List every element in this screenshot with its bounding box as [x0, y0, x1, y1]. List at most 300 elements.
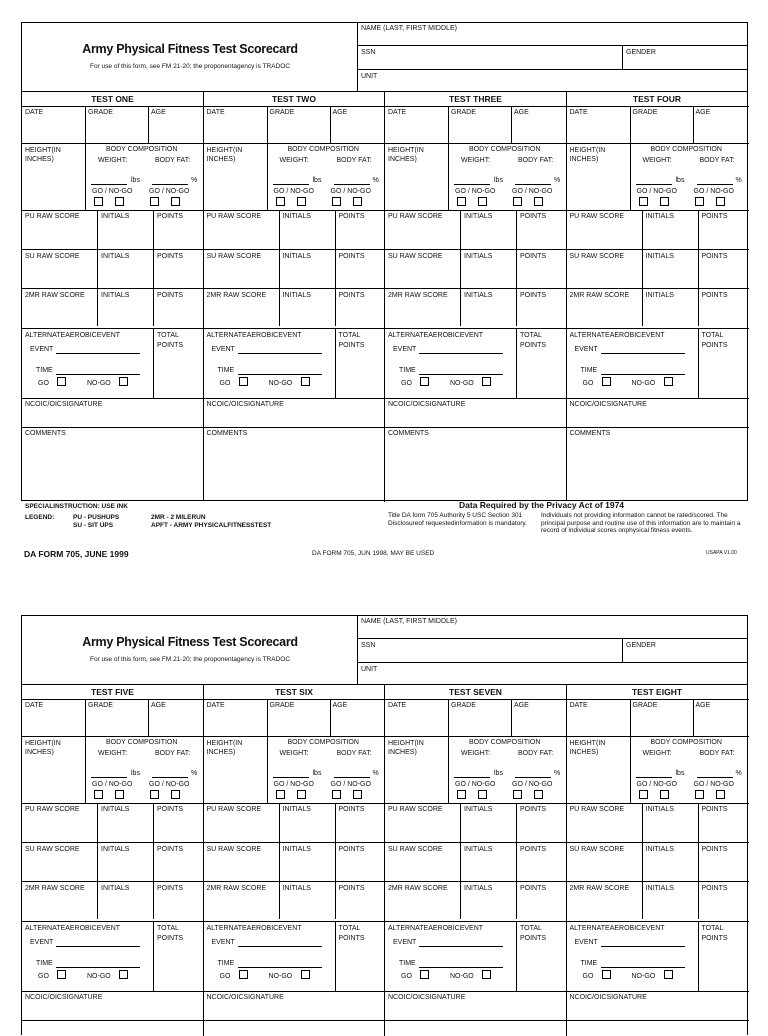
bodyfat-go-checkbox[interactable]	[513, 790, 522, 799]
weight-go-nogo-label: GO / NO-GO	[636, 781, 677, 788]
go-label: GO	[582, 973, 594, 980]
date-field[interactable]: DATE	[569, 109, 588, 116]
weight-line[interactable]	[91, 777, 127, 778]
total-points-field[interactable]: POINTS	[701, 935, 728, 942]
cell-divider	[148, 699, 149, 736]
lbs-label: lbs	[675, 770, 685, 777]
alt-nogo-checkbox[interactable]	[301, 970, 310, 979]
weight-line[interactable]	[91, 184, 127, 185]
alt-go-checkbox[interactable]	[420, 377, 429, 386]
pu-raw-score-field[interactable]: PU RAW SCORE	[388, 806, 443, 813]
event-line[interactable]	[419, 353, 503, 354]
pu-raw-score-field[interactable]: PU RAW SCORE	[206, 213, 262, 220]
weight-line[interactable]	[273, 184, 309, 185]
points-field[interactable]: POINTS	[520, 846, 547, 853]
time-line[interactable]	[419, 374, 503, 375]
date-field[interactable]: DATE	[206, 702, 225, 709]
date-field[interactable]: DATE	[25, 702, 44, 709]
initials-field[interactable]: INITIALS	[464, 213, 493, 220]
row-line	[204, 106, 386, 107]
su-raw-score-field[interactable]: SU RAW SCORE	[25, 253, 80, 260]
ncoic-signature-field[interactable]: NCOIC/OICSIGNATURE	[569, 401, 647, 408]
initials-field[interactable]: INITIALS	[282, 806, 311, 813]
bodyfat-nogo-checkbox[interactable]	[171, 197, 180, 206]
cell-divider	[85, 143, 86, 210]
points-field[interactable]: POINTS	[701, 213, 728, 220]
test-column	[567, 685, 749, 1036]
su-raw-score-field[interactable]: SU RAW SCORE	[25, 846, 80, 853]
alt-go-checkbox[interactable]	[239, 377, 248, 386]
alt-go-checkbox[interactable]	[602, 970, 611, 979]
initials-field[interactable]: INITIALS	[464, 292, 493, 299]
form-title: Army Physical Fitness Test Scorecard	[82, 635, 298, 649]
date-field[interactable]: DATE	[569, 702, 588, 709]
initials-field[interactable]: INITIALS	[282, 846, 311, 853]
total-points-field[interactable]: POINTS	[701, 342, 728, 349]
time-label: TIME	[217, 367, 235, 374]
ncoic-signature-field[interactable]: NCOIC/OICSIGNATURE	[388, 994, 466, 1001]
cell-divider	[335, 803, 336, 842]
bodyfat-line[interactable]	[152, 184, 188, 185]
comments-field[interactable]: COMMENTS	[206, 430, 248, 437]
initials-field[interactable]: INITIALS	[464, 806, 493, 813]
points-field[interactable]: POINTS	[157, 253, 184, 260]
body-fat-label: BODY FAT:	[155, 157, 191, 164]
event-line[interactable]	[238, 946, 322, 947]
alt-go-checkbox[interactable]	[420, 970, 429, 979]
weight-nogo-checkbox[interactable]	[660, 197, 669, 206]
grade-field[interactable]: GRADE	[632, 702, 658, 709]
cell-divider	[516, 921, 517, 991]
bodyfat-go-checkbox[interactable]	[150, 790, 159, 799]
row-line	[385, 736, 567, 737]
weight-nogo-checkbox[interactable]	[115, 790, 124, 799]
body-composition-label: BODY COMPOSITION	[287, 146, 359, 153]
weight-go-checkbox[interactable]	[94, 197, 103, 206]
bodyfat-line[interactable]	[697, 184, 733, 185]
2mr-raw-score-field[interactable]: 2MR RAW SCORE	[206, 292, 267, 299]
cell-divider	[85, 699, 86, 736]
2mr-raw-score-field[interactable]: 2MR RAW SCORE	[25, 885, 85, 892]
points-field[interactable]: POINTS	[338, 806, 365, 813]
event-label: EVENT	[393, 346, 417, 353]
go-label: GO	[219, 380, 231, 387]
event-label: EVENT	[30, 346, 54, 353]
points-field[interactable]: POINTS	[338, 292, 365, 299]
lbs-label: lbs	[131, 770, 140, 777]
age-field[interactable]: AGE	[514, 109, 529, 116]
age-field[interactable]: AGE	[695, 109, 711, 116]
su-raw-score-field[interactable]: SU RAW SCORE	[206, 253, 262, 260]
time-line[interactable]	[238, 374, 322, 375]
row-line	[204, 842, 386, 843]
bodyfat-line[interactable]	[515, 184, 551, 185]
height-field[interactable]: HEIGHT(IN INCHES)	[388, 740, 424, 756]
total-label: TOTAL	[338, 925, 361, 932]
points-field[interactable]: POINTS	[157, 885, 184, 892]
row-line	[22, 736, 204, 737]
initials-field[interactable]: INITIALS	[282, 292, 311, 299]
weight-nogo-checkbox[interactable]	[115, 197, 124, 206]
points-field[interactable]: POINTS	[157, 846, 184, 853]
time-line[interactable]	[56, 374, 140, 375]
nogo-label: NO-GO	[450, 973, 474, 980]
event-line[interactable]	[601, 946, 685, 947]
total-points-field[interactable]: POINTS	[520, 342, 547, 349]
points-field[interactable]: POINTS	[520, 253, 547, 260]
ncoic-signature-field[interactable]: NCOIC/OICSIGNATURE	[25, 994, 103, 1001]
lbs-label: lbs	[312, 770, 322, 777]
ncoic-signature-field[interactable]: NCOIC/OICSIGNATURE	[206, 401, 284, 408]
comments-field[interactable]: COMMENTS	[569, 430, 611, 437]
total-points-field[interactable]: POINTS	[157, 342, 184, 349]
percent-label: %	[372, 770, 379, 777]
row-line	[385, 427, 567, 428]
total-label: TOTAL	[520, 925, 542, 932]
row-line	[22, 427, 204, 428]
points-field[interactable]: POINTS	[701, 253, 728, 260]
row-line	[204, 699, 386, 700]
weight-label: WEIGHT:	[461, 157, 491, 164]
ncoic-signature-field[interactable]: NCOIC/OICSIGNATURE	[25, 401, 103, 408]
height-field[interactable]: HEIGHT(IN INCHES)	[25, 740, 61, 756]
height-field[interactable]: HEIGHT(IN INCHES)	[25, 147, 61, 163]
row-line	[567, 328, 749, 329]
initials-field[interactable]: INITIALS	[101, 806, 130, 813]
bodyfat-line[interactable]	[697, 777, 733, 778]
height-field[interactable]: HEIGHT(IN INCHES)	[569, 740, 606, 756]
weight-line[interactable]	[636, 184, 672, 185]
date-field[interactable]: DATE	[206, 109, 225, 116]
ssn-field[interactable]: SSN	[361, 49, 376, 56]
name-field[interactable]: NAME (LAST, FIRST MIDDLE)	[361, 25, 457, 32]
cell-divider	[516, 882, 517, 919]
points-field[interactable]: POINTS	[520, 885, 547, 892]
initials-field[interactable]: INITIALS	[101, 846, 130, 853]
height-field[interactable]: HEIGHT(IN INCHES)	[206, 740, 243, 756]
initials-field[interactable]: INITIALS	[101, 253, 130, 260]
weight-nogo-checkbox[interactable]	[660, 790, 669, 799]
weight-nogo-checkbox[interactable]	[297, 197, 306, 206]
date-field[interactable]: DATE	[388, 702, 407, 709]
row-line	[385, 328, 567, 329]
2mr-raw-score-field[interactable]: 2MR RAW SCORE	[206, 885, 267, 892]
alt-nogo-checkbox[interactable]	[664, 377, 673, 386]
alternate-event-label: ALTERNATEAEROBICEVENT	[206, 332, 302, 339]
initials-field[interactable]: INITIALS	[101, 213, 130, 220]
weight-nogo-checkbox[interactable]	[297, 790, 306, 799]
event-label: EVENT	[574, 939, 598, 946]
bodyfat-nogo-checkbox[interactable]	[534, 197, 543, 206]
weight-line[interactable]	[454, 184, 490, 185]
test-header: TEST SEVEN	[449, 687, 502, 697]
cell-divider	[97, 210, 98, 249]
pu-raw-score-field[interactable]: PU RAW SCORE	[206, 806, 262, 813]
su-raw-score-field[interactable]: SU RAW SCORE	[206, 846, 262, 853]
date-field[interactable]: DATE	[388, 109, 407, 116]
nogo-label: NO-GO	[631, 973, 656, 980]
weight-line[interactable]	[454, 777, 490, 778]
time-label: TIME	[580, 960, 598, 967]
cell-divider	[267, 736, 268, 803]
weight-go-checkbox[interactable]	[94, 790, 103, 799]
grade-field[interactable]: GRADE	[269, 109, 295, 116]
event-line[interactable]	[419, 946, 503, 947]
event-line[interactable]	[238, 353, 322, 354]
bodyfat-line[interactable]	[152, 777, 188, 778]
bodyfat-nogo-checkbox[interactable]	[353, 197, 362, 206]
cell-divider	[267, 699, 268, 736]
alt-nogo-checkbox[interactable]	[301, 377, 310, 386]
age-field[interactable]: AGE	[151, 702, 166, 709]
weight-go-checkbox[interactable]	[639, 790, 648, 799]
grade-field[interactable]: GRADE	[451, 702, 476, 709]
initials-field[interactable]: INITIALS	[464, 885, 493, 892]
points-field[interactable]: POINTS	[338, 253, 365, 260]
time-line[interactable]	[56, 967, 140, 968]
row-line	[385, 1020, 567, 1021]
su-raw-score-field[interactable]: SU RAW SCORE	[388, 846, 443, 853]
bodyfat-go-checkbox[interactable]	[150, 197, 159, 206]
cell-divider	[153, 328, 154, 398]
time-line[interactable]	[419, 967, 503, 968]
bodyfat-line[interactable]	[515, 777, 551, 778]
weight-line[interactable]	[636, 777, 672, 778]
bodyfat-go-checkbox[interactable]	[332, 197, 341, 206]
nogo-label: NO-GO	[87, 973, 111, 980]
points-field[interactable]: POINTS	[338, 846, 365, 853]
bodyfat-line[interactable]	[334, 184, 370, 185]
event-label: EVENT	[393, 939, 417, 946]
cell-divider	[335, 210, 336, 249]
points-field[interactable]: POINTS	[157, 213, 184, 220]
time-line[interactable]	[238, 967, 322, 968]
alt-go-checkbox[interactable]	[57, 377, 66, 386]
bodyfat-nogo-checkbox[interactable]	[716, 197, 725, 206]
row-line	[204, 881, 386, 882]
weight-go-checkbox[interactable]	[639, 197, 648, 206]
bodyfat-nogo-checkbox[interactable]	[171, 790, 180, 799]
alt-nogo-checkbox[interactable]	[119, 377, 128, 386]
unit-field[interactable]: UNIT	[361, 73, 378, 80]
2mr-raw-score-field[interactable]: 2MR RAW SCORE	[25, 292, 85, 299]
initials-field[interactable]: INITIALS	[645, 846, 674, 853]
pu-raw-score-field[interactable]: PU RAW SCORE	[569, 213, 625, 220]
event-line[interactable]	[56, 353, 140, 354]
comments-field[interactable]: COMMENTS	[25, 430, 66, 437]
total-points-field[interactable]: POINTS	[520, 935, 547, 942]
body-composition-label: BODY COMPOSITION	[106, 146, 178, 153]
points-field[interactable]: POINTS	[338, 885, 365, 892]
2mr-raw-score-field[interactable]: 2MR RAW SCORE	[569, 885, 630, 892]
bodyfat-go-checkbox[interactable]	[332, 790, 341, 799]
alt-nogo-checkbox[interactable]	[664, 970, 673, 979]
bodyfat-go-checkbox[interactable]	[695, 197, 704, 206]
comments-field[interactable]: COMMENTS	[388, 430, 429, 437]
2mr-raw-score-field[interactable]: 2MR RAW SCORE	[569, 292, 630, 299]
initials-field[interactable]: INITIALS	[101, 885, 130, 892]
form-title: Army Physical Fitness Test Scorecard	[82, 42, 298, 56]
nogo-label: NO-GO	[268, 973, 293, 980]
alt-nogo-checkbox[interactable]	[482, 377, 491, 386]
su-raw-score-field[interactable]: SU RAW SCORE	[388, 253, 443, 260]
height-field[interactable]: HEIGHT(IN INCHES)	[388, 147, 424, 163]
alt-nogo-checkbox[interactable]	[119, 970, 128, 979]
total-points-field[interactable]: POINTS	[157, 935, 184, 942]
cell-divider	[279, 250, 280, 289]
initials-field[interactable]: INITIALS	[282, 213, 311, 220]
title-box	[22, 23, 358, 92]
age-field[interactable]: AGE	[332, 109, 348, 116]
time-line[interactable]	[601, 374, 685, 375]
row-line	[22, 288, 204, 289]
cell-divider	[698, 882, 699, 919]
row-line	[204, 991, 386, 992]
bodyfat-go-checkbox[interactable]	[695, 790, 704, 799]
weight-go-checkbox[interactable]	[276, 197, 285, 206]
age-field[interactable]: AGE	[151, 109, 166, 116]
event-line[interactable]	[601, 353, 685, 354]
initials-field[interactable]: INITIALS	[645, 806, 674, 813]
cell-divider	[460, 843, 461, 882]
pu-raw-score-field[interactable]: PU RAW SCORE	[25, 213, 80, 220]
weight-label: WEIGHT:	[642, 750, 672, 757]
cell-divider	[642, 882, 643, 919]
total-points-field[interactable]: POINTS	[338, 342, 365, 349]
age-field[interactable]: AGE	[332, 702, 348, 709]
ncoic-signature-field[interactable]: NCOIC/OICSIGNATURE	[569, 994, 647, 1001]
body-fat-label: BODY FAT:	[699, 157, 735, 164]
weight-go-checkbox[interactable]	[276, 790, 285, 799]
pu-raw-score-field[interactable]: PU RAW SCORE	[25, 806, 80, 813]
weight-label: WEIGHT:	[461, 750, 491, 757]
cell-divider	[516, 803, 517, 842]
initials-field[interactable]: INITIALS	[464, 253, 493, 260]
date-field[interactable]: DATE	[25, 109, 44, 116]
initials-field[interactable]: INITIALS	[645, 885, 674, 892]
cell-divider	[279, 210, 280, 249]
name-field[interactable]: NAME (LAST, FIRST MIDDLE)	[361, 618, 457, 625]
row-line	[22, 991, 204, 992]
row-line	[385, 881, 567, 882]
points-field[interactable]: POINTS	[520, 292, 547, 299]
ssn-field[interactable]: SSN	[361, 642, 376, 649]
alt-nogo-checkbox[interactable]	[482, 970, 491, 979]
special-instruction: SPECIALINSTRUCTION: USE INK	[25, 503, 128, 510]
bodyfat-go-nogo-label: GO / NO-GO	[693, 781, 734, 788]
gender-field[interactable]: GENDER	[626, 49, 656, 56]
alt-go-checkbox[interactable]	[602, 377, 611, 386]
alt-go-checkbox[interactable]	[239, 970, 248, 979]
body-composition-label: BODY COMPOSITION	[469, 146, 541, 153]
weight-nogo-checkbox[interactable]	[478, 790, 487, 799]
grade-field[interactable]: GRADE	[632, 109, 658, 116]
alt-go-checkbox[interactable]	[57, 970, 66, 979]
initials-field[interactable]: INITIALS	[645, 253, 674, 260]
points-field[interactable]: POINTS	[157, 806, 184, 813]
points-field[interactable]: POINTS	[701, 806, 728, 813]
body-composition-label: BODY COMPOSITION	[287, 739, 359, 746]
cell-divider	[448, 699, 449, 736]
column-divider	[566, 685, 567, 1036]
weight-go-checkbox[interactable]	[457, 197, 466, 206]
row-line	[22, 328, 204, 329]
ncoic-signature-field[interactable]: NCOIC/OICSIGNATURE	[206, 994, 284, 1001]
weight-line[interactable]	[273, 777, 309, 778]
grade-field[interactable]: GRADE	[269, 702, 295, 709]
bodyfat-nogo-checkbox[interactable]	[353, 790, 362, 799]
ncoic-signature-field[interactable]: NCOIC/OICSIGNATURE	[388, 401, 466, 408]
body-composition-label: BODY COMPOSITION	[650, 146, 722, 153]
gender-field[interactable]: GENDER	[626, 642, 656, 649]
initials-field[interactable]: INITIALS	[101, 292, 130, 299]
row-line	[385, 842, 567, 843]
initials-field[interactable]: INITIALS	[645, 292, 674, 299]
event-line[interactable]	[56, 946, 140, 947]
cell-divider	[460, 250, 461, 289]
bodyfat-nogo-checkbox[interactable]	[716, 790, 725, 799]
cell-divider	[335, 921, 336, 991]
legend-pu: PU - PUSHUPS	[73, 514, 120, 521]
total-points-field[interactable]: POINTS	[338, 935, 365, 942]
row-line	[22, 881, 204, 882]
2mr-raw-score-field[interactable]: 2MR RAW SCORE	[388, 292, 448, 299]
height-field[interactable]: HEIGHT(IN INCHES)	[206, 147, 243, 163]
weight-go-nogo-label: GO / NO-GO	[273, 188, 314, 195]
weight-nogo-checkbox[interactable]	[478, 197, 487, 206]
cell-divider	[279, 289, 280, 326]
bodyfat-line[interactable]	[334, 777, 370, 778]
points-field[interactable]: POINTS	[701, 885, 728, 892]
grade-field[interactable]: GRADE	[451, 109, 476, 116]
lbs-label: lbs	[494, 770, 503, 777]
test-column	[204, 685, 386, 1036]
initials-field[interactable]: INITIALS	[282, 253, 311, 260]
age-field[interactable]: AGE	[514, 702, 529, 709]
points-field[interactable]: POINTS	[701, 846, 728, 853]
2mr-raw-score-field[interactable]: 2MR RAW SCORE	[388, 885, 448, 892]
su-raw-score-field[interactable]: SU RAW SCORE	[569, 846, 625, 853]
percent-label: %	[191, 177, 198, 184]
bodyfat-go-nogo-label: GO / NO-GO	[330, 781, 371, 788]
pu-raw-score-field[interactable]: PU RAW SCORE	[569, 806, 625, 813]
points-field[interactable]: POINTS	[701, 292, 728, 299]
points-field[interactable]: POINTS	[520, 806, 547, 813]
bodyfat-go-checkbox[interactable]	[513, 197, 522, 206]
cell-divider	[642, 210, 643, 249]
initials-field[interactable]: INITIALS	[282, 885, 311, 892]
pu-raw-score-field[interactable]: PU RAW SCORE	[388, 213, 443, 220]
initials-field[interactable]: INITIALS	[645, 213, 674, 220]
form-subtitle: For use of this form, see FM 21-20; the proponentagency is TRADOC	[89, 656, 291, 663]
points-field[interactable]: POINTS	[157, 292, 184, 299]
row-line	[22, 1020, 204, 1021]
points-field[interactable]: POINTS	[520, 213, 547, 220]
grade-field[interactable]: GRADE	[88, 109, 113, 116]
age-field[interactable]: AGE	[695, 702, 711, 709]
initials-field[interactable]: INITIALS	[464, 846, 493, 853]
bodyfat-nogo-checkbox[interactable]	[534, 790, 543, 799]
grade-field[interactable]: GRADE	[88, 702, 113, 709]
points-field[interactable]: POINTS	[338, 213, 365, 220]
unit-field[interactable]: UNIT	[361, 666, 378, 673]
weight-go-checkbox[interactable]	[457, 790, 466, 799]
row-line	[385, 398, 567, 399]
height-field[interactable]: HEIGHT(IN INCHES)	[569, 147, 606, 163]
su-raw-score-field[interactable]: SU RAW SCORE	[569, 253, 625, 260]
time-label: TIME	[399, 367, 416, 374]
time-line[interactable]	[601, 967, 685, 968]
